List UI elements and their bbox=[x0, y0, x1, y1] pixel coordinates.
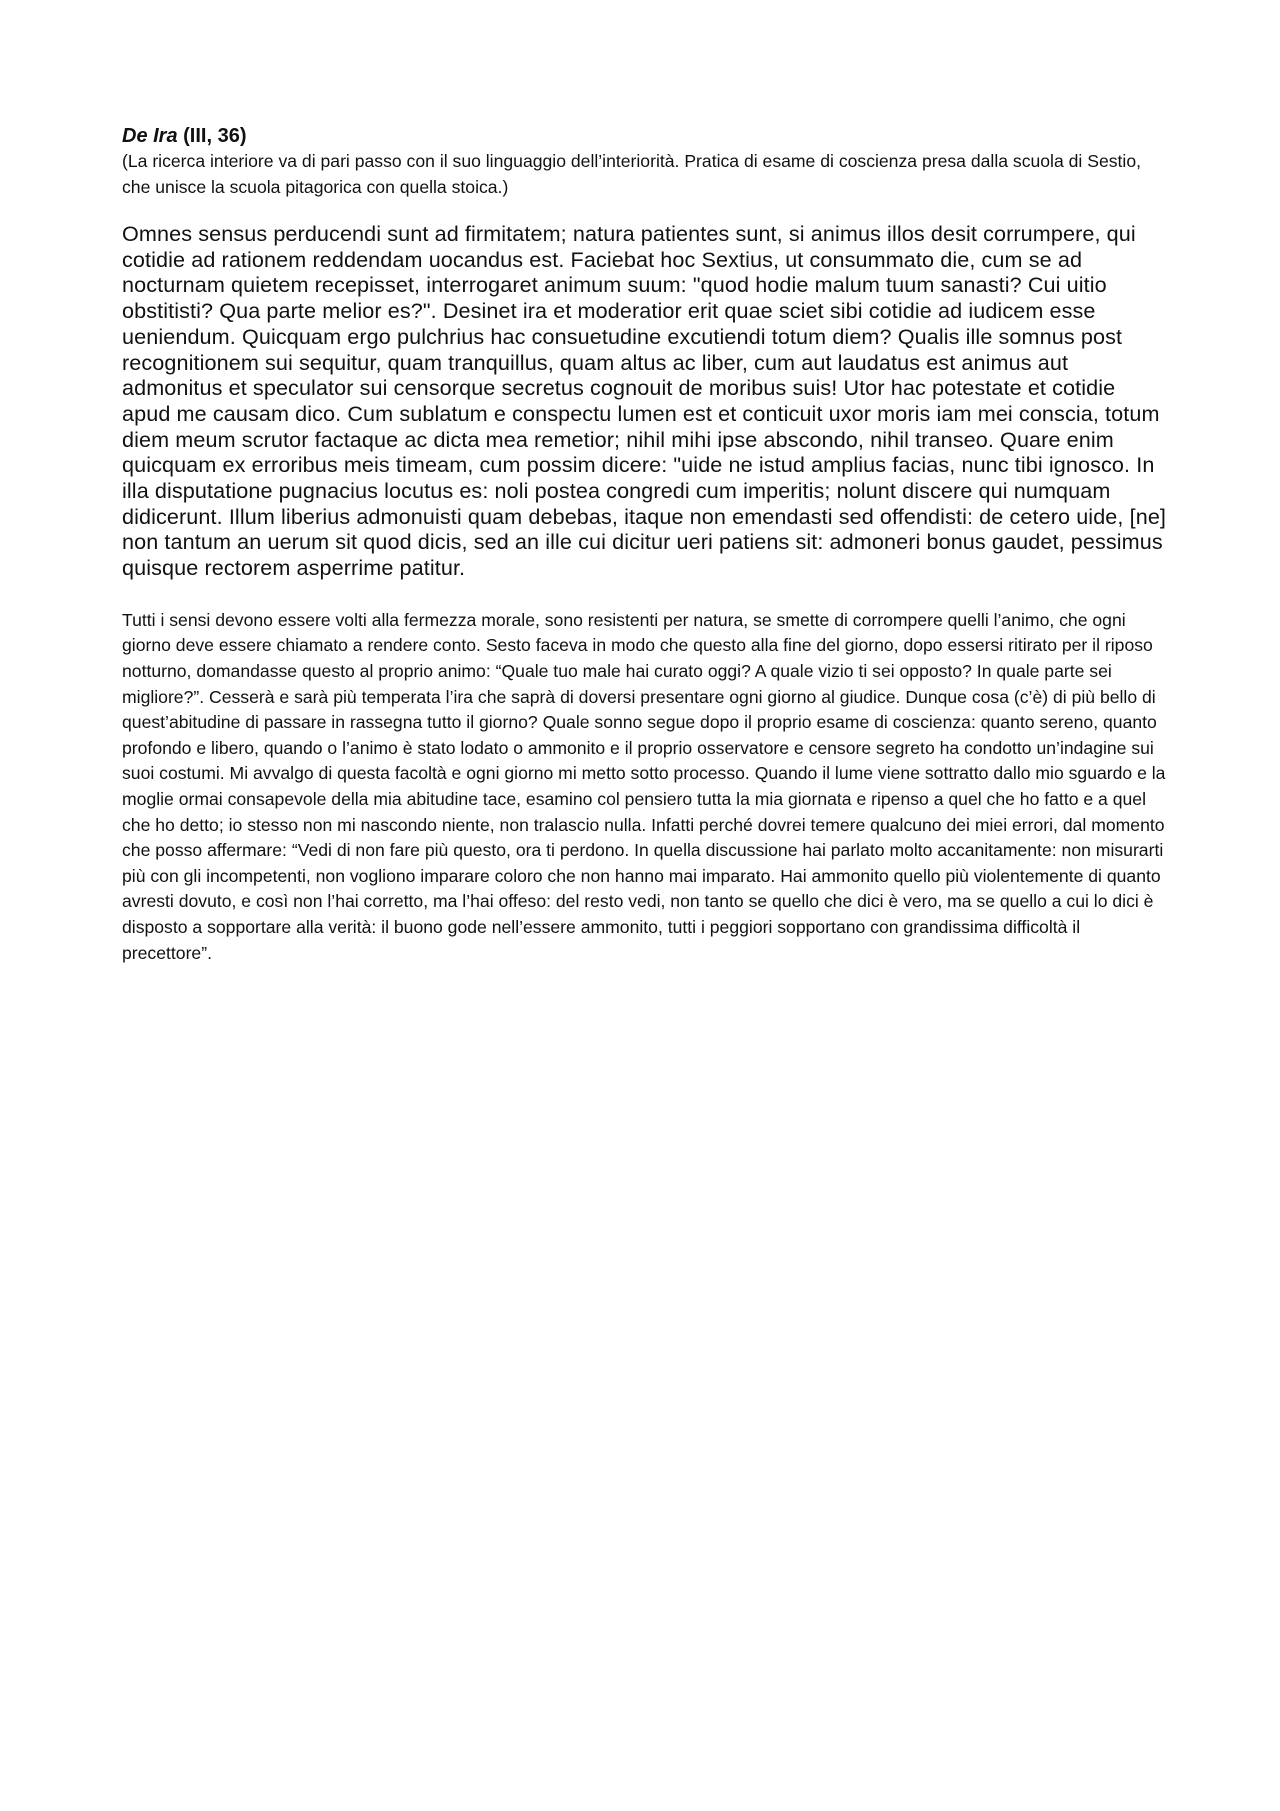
document-page bbox=[122, 124, 1167, 966]
work-reference: (III, 36) bbox=[177, 125, 247, 147]
italian-translation: Tutti i sensi devono essere volti alla fermezza morale, sono resistenti per natura, se smette di corrompere quelli l’animo, che ogni giorno deve essere chiamato a rendere conto. Sesto faceva in modo che questo alla fine del giorno, dopo essersi ritirato per il riposo notturno, domandasse questo al proprio animo: “Quale tuo male hai curato oggi? A quale vizio ti sei opposto? In quale parte sei migliore?”. Cesserà e sarà più temperata l’ira che saprà di doversi presentare ogni giorno al giudice. Dunque cosa (c’è) di più bello di quest’abitudine di passare in rassegna tutto il giorno? Quale sonno segue dopo il proprio esame di coscienza: quanto sereno, quanto profondo e libero, quando o l’animo è stato lodato o ammonito e il proprio osservatore e censore segreto ha condotto un’indagine sui suoi costumi. Mi avvalgo di questa facoltà e ogni giorno mi metto sotto processo. Quando il lume viene sottratto dallo mio sguardo e la moglie ormai consapevole della mia abitudine tace, esamino col pensiero tutta la mia giornata e ripenso a quel che ho fatto e a quel che ho detto; io stesso non mi nascondo niente, non tralascio nulla. Infatti perché dovrei temere qualcuno dei miei errori, dal momento che posso affermare: “Vedi di non fare più questo, ora ti perdono. In quella discussione hai parlato molto accanitamente: non misurarti più con gli incompetenti, non vogliono imparare coloro che non hanno mai imparato. Hai ammonito quello più violentemente di quanto avresti dovuto, e così non l’hai corretto, ma l’hai offeso: del resto vedi, non tanto se quello che dici è vero, ma se quello a cui lo dici è disposto a sopportare alla verità: il buono gode nell’essere ammonito, tutti i peggiori sopportano con grandissima difficoltà il precettore”. bbox=[122, 609, 1166, 963]
latin-passage: Omnes sensus perducendi sunt ad firmitatem; natura patientes sunt, si animus illos desit corrumpere, qui cotidie ad rationem reddendam uocandus est. Faciebat hoc Sextius, ut consummato die, cum se ad nocturnam quietem recepisset, interrogaret animum suum: "quod hodie malum tuum sanasti? Cui uitio obstitisti? Qua parte melior es?". Desinet ira et moderatior erit quae sciet sibi cotidie ad iudicem esse ueniendum. Quicquam ergo pulchrius hac consuetudine excutiendi totum diem? Qualis ille somnus post recognitionem sui sequitur, quam tranquillus, quam altus ac liber, cum aut laudatus est animus aut admonitus et speculator sui censorque secretus cognouit de moribus suis! Utor hac potestate et cotidie apud me causam dico. Cum sublatum e conspectu lumen est et conticuit uxor moris iam mei conscia, totum diem meum scrutor factaque ac dicta mea remetior; nihil mihi ipse abscondo, nihil transeo. Quare enim quicquam ex erroribus meis timeam, cum possim dicere: "uide ne istud amplius facias, nunc tibi ignosco. In illa disputatione pugnacius locutus es: noli postea congredi cum imperitis; nolunt discere qui numquam didicerunt. Illum liberius admonuisti quam debebas, itaque non emendasti sed offendisti: de cetero uide, [ne] non tantum an uerum sit quod dicis, sed an ille cui dicitur ueri patiens sit: admoneri bonus gaudet, pessimus quisque rectorem asperrime patitur. bbox=[122, 221, 1167, 581]
introductory-note: (La ricerca interiore va di pari passo con il suo linguaggio dell’interiorità. Pratica di esame di coscienza presa dalla scuola di Sestio, che unisce la scuola pitagorica con quella stoica.) bbox=[122, 151, 1142, 197]
work-title: De Ira bbox=[122, 125, 178, 147]
document-title bbox=[122, 124, 1167, 149]
